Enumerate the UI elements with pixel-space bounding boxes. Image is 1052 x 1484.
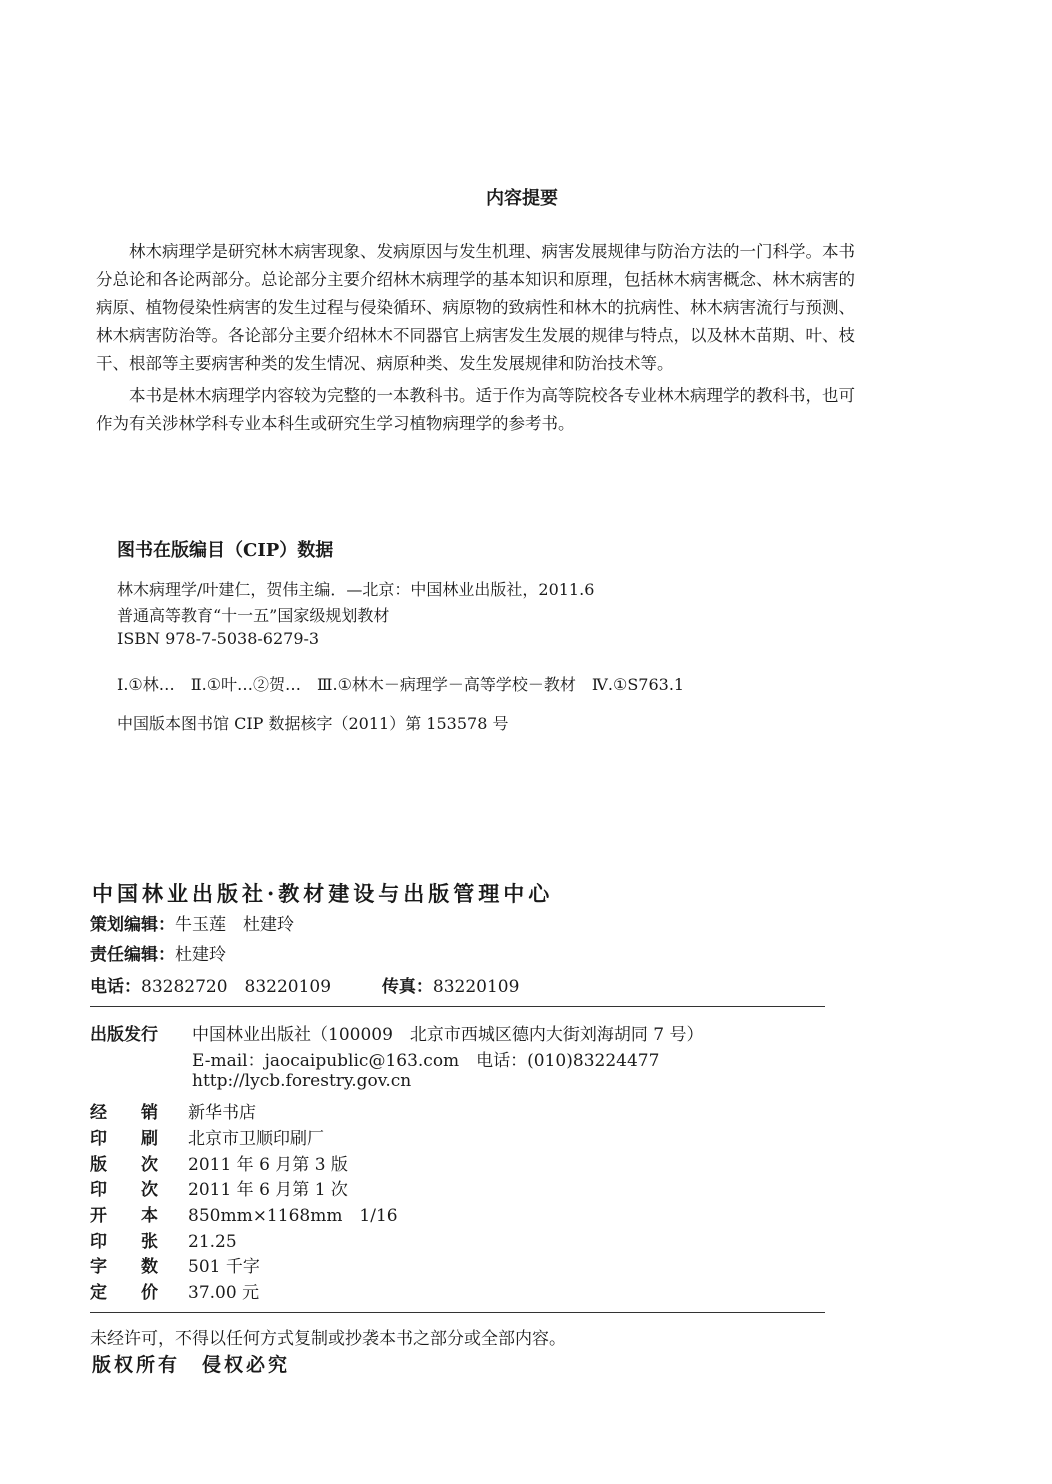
pub-row-label: 印 张 xyxy=(90,1232,158,1252)
pub-row xyxy=(90,1278,259,1303)
pub-row-value: 850mm×1168mm 1/16 xyxy=(188,1206,398,1226)
pub-row-label: 印 刷 xyxy=(90,1129,158,1149)
pub-row xyxy=(90,1124,324,1149)
summary-line: 分总论和各论两部分。总论部分主要介绍林木病理学的基本知识和原理，包括林木病害概念、林木病害的 xyxy=(96,270,855,289)
pub-row xyxy=(90,1252,260,1277)
pub-row-label: 开 本 xyxy=(90,1206,158,1226)
responsible-editor xyxy=(90,940,226,965)
distribute-line: E-mail：jaocaipublic@163.com 电话：(010)83224477 xyxy=(192,1051,660,1071)
pub-row-value: 21.25 xyxy=(188,1232,237,1252)
responsible-editor-label: 责任编辑： xyxy=(90,945,175,965)
pub-row-value: 37.00 元 xyxy=(188,1283,260,1303)
planning-editor-label: 策划编辑： xyxy=(90,915,175,935)
summary-title: 内容提要 xyxy=(486,188,558,209)
responsible-editor-value: 杜建玲 xyxy=(175,945,226,965)
pub-row-value: 2011 年 6 月第 3 版 xyxy=(188,1155,348,1175)
summary-line: 林木病害防治等。各论部分主要介绍林木不同器官上病害发生发展的规律与特点，以及林木苗期、叶、枝 xyxy=(96,326,855,345)
cip-line: 中国版本图书馆 CIP 数据核字（2011）第 153578 号 xyxy=(117,714,509,733)
pub-row-value: 北京市卫顺印刷厂 xyxy=(188,1129,324,1149)
summary-line: 干、根部等主要病害种类的发生情况、病原种类、发生发展规律和防治技术等。 xyxy=(96,354,674,373)
pub-row-label: 经 销 xyxy=(90,1103,158,1123)
cip-title: 图书在版编目（CIP）数据 xyxy=(117,540,334,561)
summary-line: 林木病理学是研究林木病害现象、发病原因与发生机理、病害发展规律与防治方法的一门科学。本书 xyxy=(129,242,855,261)
pub-row-value: 2011 年 6 月第 1 次 xyxy=(188,1180,348,1200)
distribute-line: http://lycb.forestry.gov.cn xyxy=(192,1071,412,1091)
pub-row-value: 新华书店 xyxy=(188,1103,256,1123)
phone-label: 电话： xyxy=(90,977,141,997)
copy-notice: 未经许可，不得以任何方式复制或抄袭本书之部分或全部内容。 xyxy=(90,1329,566,1349)
fax-label: 传真： xyxy=(381,977,433,997)
planning-editor xyxy=(90,910,294,935)
pub-row-label: 字 数 xyxy=(90,1257,158,1277)
cip-line: Ⅰ.①林… Ⅱ.①叶…②贺… Ⅲ.①林木－病理学－高等学校－教材 Ⅳ.①S763.1 xyxy=(117,675,685,694)
cip-line: 普通高等教育“十一五”国家级规划教材 xyxy=(117,606,390,625)
divider xyxy=(90,1312,825,1313)
cip-line: ISBN 978-7-5038-6279-3 xyxy=(117,629,320,648)
pub-row xyxy=(90,1227,237,1252)
distribute-line: 中国林业出版社（100009 北京市西城区德内大街刘海胡同 7 号） xyxy=(192,1025,704,1045)
contact-line xyxy=(90,972,519,997)
pub-row-label: 印 次 xyxy=(90,1180,158,1200)
copyright-statement: 版权所有 侵权必究 xyxy=(92,1354,291,1376)
pub-row xyxy=(90,1150,348,1175)
divider xyxy=(90,1006,825,1007)
pub-row xyxy=(90,1098,256,1123)
distribute-label: 出版发行 xyxy=(90,1025,158,1045)
pub-row-value: 501 千字 xyxy=(188,1257,260,1277)
pub-row xyxy=(90,1175,348,1200)
pub-row-label: 版 次 xyxy=(90,1155,158,1175)
summary-line: 本书是林木病理学内容较为完整的一本教科书。适于作为高等院校各专业林木病理学的教科书，也可 xyxy=(129,386,855,405)
planning-editor-value: 牛玉莲 杜建玲 xyxy=(175,915,294,935)
pub-row xyxy=(90,1201,398,1226)
cip-line: 林木病理学/叶建仁，贺伟主编．—北京：中国林业出版社，2011.6 xyxy=(117,580,595,599)
phone-value: 83282720 83220109 xyxy=(141,977,332,997)
pub-row-label: 定 价 xyxy=(90,1283,158,1303)
summary-line: 作为有关涉林学科专业本科生或研究生学习植物病理学的参考书。 xyxy=(96,414,575,433)
summary-line: 病原、植物侵染性病害的发生过程与侵染循环、病原物的致病性和林木的抗病性、林木病害流行与预测、 xyxy=(96,298,855,317)
fax-value: 83220109 xyxy=(432,977,520,997)
publisher-center: 中国林业出版社·教材建设与出版管理中心 xyxy=(92,881,554,906)
